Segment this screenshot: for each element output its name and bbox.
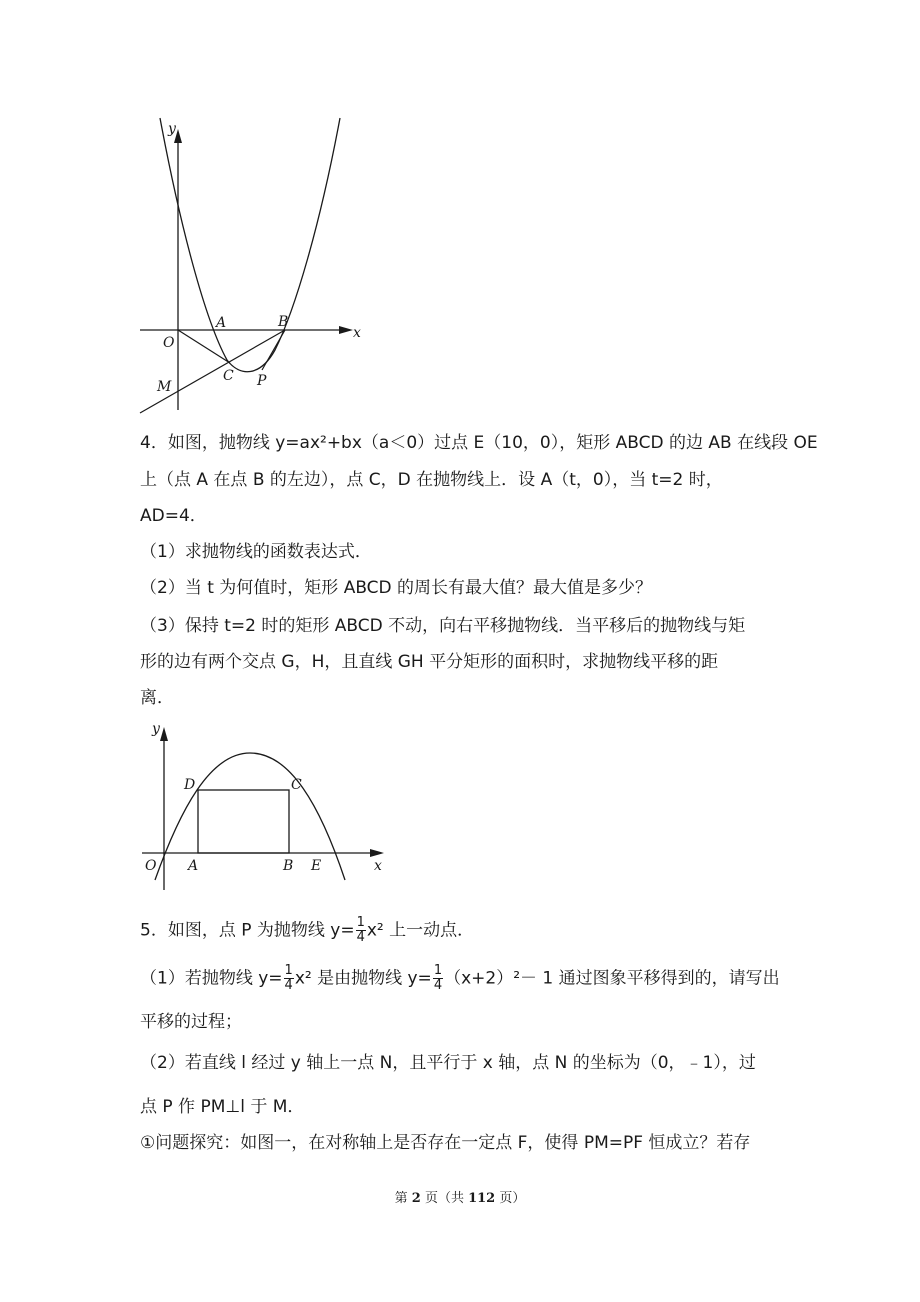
total-pages: 112 <box>468 1191 496 1206</box>
current-page-number: 2 <box>411 1191 421 1206</box>
problem-4-question-3-line-3: 离． <box>140 688 174 708</box>
figure-1-parabola-diagram <box>135 115 370 420</box>
problem-4-question-3-line-2: 形的边有两个交点 G，H，且直线 GH 平分矩形的面积时，求抛物线平移的距 <box>140 652 719 672</box>
problem-5-question-2-line-1: （2）若直线 l 经过 y 轴上一点 N，且平行于 x 轴，点 N 的坐标为（0，﹣1），过 <box>140 1053 756 1073</box>
x-axis-arrow <box>370 849 384 857</box>
label-o: O <box>163 335 175 351</box>
label-c: C <box>291 777 302 793</box>
q1-text-post: （x+2）²－ 1 通过图象平移得到的，请写出 <box>444 968 780 989</box>
problem-4-line-3: AD=4． <box>140 506 207 526</box>
fraction-one-quarter: $\frac{1}{4}$ <box>433 963 443 993</box>
figure-2-rectangle-parabola-diagram <box>140 715 390 895</box>
problem-5-text-post: x² 上一动点． <box>366 920 475 941</box>
fraction-one-quarter: $\frac{1}{4}$ <box>284 963 293 993</box>
label-e: E <box>311 858 322 874</box>
label-p: P <box>257 373 267 389</box>
label-a: A <box>188 858 199 874</box>
q1-text-pre: （1）若抛物线 y= <box>140 968 283 989</box>
fraction-one-quarter: $\frac{1}{4}$ <box>356 915 365 945</box>
x-axis-arrow <box>339 326 353 334</box>
page-footer: 第 2 页（共 112 页） <box>394 1191 526 1206</box>
label-d: D <box>184 777 196 793</box>
label-y: y <box>152 721 160 737</box>
problem-4-line-1: 4．如图，抛物线 y=ax²+bx（a＜0）过点 E（10，0），矩形 ABCD 的边 AB 在线段 OE <box>140 433 818 453</box>
problem-5-question-1-line-2: 平移的过程； <box>140 1012 242 1032</box>
problem-4-question-2: （2）当 t 为何值时，矩形 ABCD 的周长有最大值？最大值是多少？ <box>140 578 653 598</box>
label-c: C <box>223 368 234 384</box>
label-b: B <box>278 314 289 330</box>
label-y: y <box>168 121 176 137</box>
problem-4-question-1: （1）求抛物线的函数表达式． <box>140 542 372 562</box>
label-x: x <box>353 325 361 341</box>
rectangle-abcd <box>198 790 289 853</box>
problem-5-line-1 <box>140 916 474 945</box>
label-b: B <box>283 858 294 874</box>
line-mb <box>140 330 285 413</box>
parabola-curve <box>160 118 340 372</box>
problem-5-question-2-line-3: ①问题探究：如图一，在对称轴上是否存在一定点 F，使得 PM=PF 恒成立？若存 <box>140 1133 751 1153</box>
label-a: A <box>216 315 227 331</box>
problem-5-question-2-line-2: 点 P 作 PM⊥l 于 M． <box>140 1097 305 1117</box>
label-m: M <box>157 379 172 395</box>
problem-5-text-pre: 5．如图，点 P 为抛物线 y= <box>140 920 355 941</box>
problem-4-line-2: 上（点 A 在点 B 的左边），点 C，D 在抛物线上．设 A（t，0），当 t=2 时， <box>140 470 723 490</box>
segment-oc <box>178 330 230 363</box>
q1-text-mid: x² 是由抛物线 y= <box>294 968 432 989</box>
problem-4-question-3-line-1: （3）保持 t=2 时的矩形 ABCD 不动，向右平移抛物线．当平移后的抛物线与矩 <box>140 616 746 636</box>
label-o: O <box>145 858 157 874</box>
y-axis-arrow <box>160 727 168 741</box>
problem-5-question-1-line-1 <box>140 964 780 993</box>
label-x: x <box>374 858 382 874</box>
